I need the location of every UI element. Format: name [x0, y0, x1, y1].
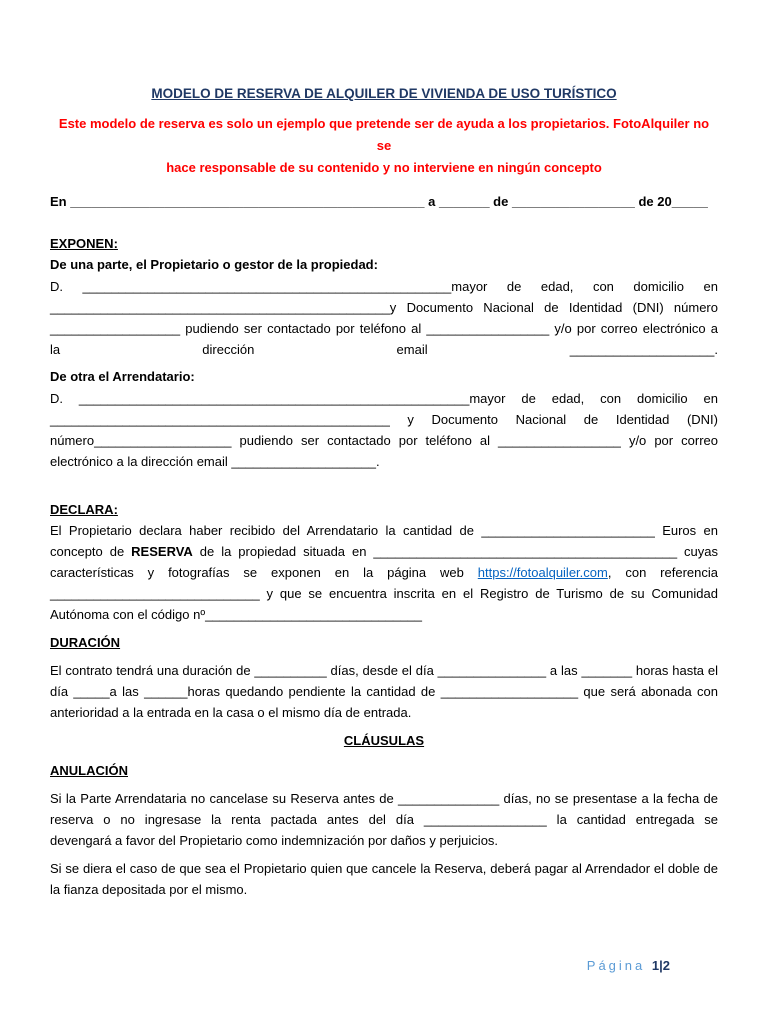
- tenant-line-3: número___________________ pudiendo ser contactado por teléfono al _________________ y/o por correo: [50, 433, 718, 448]
- duracion-line-1: El contrato tendrá una duración de __________ días, desde el día _______________ a las _______ horas hasta el: [50, 663, 718, 678]
- tenant-line-2: _______________________________________________ y Documento Nacional de Identidad (DNI): [50, 412, 718, 427]
- declara-heading: DECLARA:: [50, 502, 118, 517]
- disclaimer: [50, 113, 718, 179]
- declara-line-1: El Propietario declara haber recibido del Arrendatario la cantidad de ________________________ Euros en: [50, 523, 718, 538]
- anulacion-line-2: reserva o no ingresase la renta pactada antes del día _________________ la cantidad entregada se: [50, 812, 718, 827]
- owner-heading: De una parte, el Propietario o gestor de la propiedad:: [50, 257, 378, 272]
- tenant-line-4: electrónico a la dirección email ____________________.: [50, 454, 380, 469]
- tenant-paragraph: [50, 388, 718, 472]
- anulacion-p2-line-2: la fianza depositada por el mismo.: [50, 882, 248, 897]
- owner-line-3: __________________ pudiendo ser contactado por teléfono al _________________ y/o por correo electrónico a: [50, 321, 718, 336]
- place-date-line: En _________________________________________________ a _______ de _________________ de 20_____: [50, 194, 708, 209]
- disclaimer-line-2: hace responsable de su contenido y no interviene en ningún concepto: [166, 160, 602, 175]
- owner-line-2: _______________________________________________y Documento Nacional de Identidad (DNI) número: [50, 300, 718, 315]
- duracion-line-2: día _____a las ______horas quedando pendiente la cantidad de ___________________ que será abonada con: [50, 684, 718, 699]
- anulacion-paragraph-2: [50, 858, 718, 900]
- clausulas-heading: CLÁUSULAS: [343, 733, 425, 748]
- tenant-heading: De otra el Arrendatario:: [50, 369, 195, 384]
- duracion-heading: DURACIÓN: [50, 635, 121, 650]
- anulacion-line-1: Si la Parte Arrendataria no cancelase su Reserva antes de ______________ días, no se presentase a la fecha de: [50, 791, 718, 806]
- declara-line-4: _____________________________ y que se encuentra inscrita en el Registro de Turismo de su Comunidad: [50, 586, 718, 601]
- owner-paragraph: [50, 276, 718, 360]
- anulacion-heading: ANULACIÓN: [50, 763, 128, 778]
- document-title: MODELO DE RESERVA DE ALQUILER DE VIVIENDA DE USO TURÍSTICO: [151, 86, 617, 101]
- page-separator: |: [659, 958, 663, 973]
- page-footer: [587, 958, 670, 973]
- owner-line-1: D. ___________________________________________________mayor de edad, con domicilio en: [50, 279, 718, 294]
- anulacion-line-3: devengará a favor del Propietario como indemnización por daños y perjuicios.: [50, 833, 499, 848]
- fotoalquiler-link[interactable]: https://fotoalquiler.com: [477, 565, 608, 580]
- tenant-line-1: D. ______________________________________________________mayor de edad, con domicilio en: [50, 391, 718, 406]
- duracion-line-3: anterioridad a la entrada en la casa o el mismo día de entrada.: [50, 705, 412, 720]
- declara-paragraph: [50, 520, 718, 625]
- duracion-paragraph: [50, 660, 718, 723]
- page-number: 1: [651, 958, 660, 973]
- exponen-heading: EXPONEN:: [50, 236, 118, 251]
- anulacion-paragraph-1: [50, 788, 718, 851]
- disclaimer-line-1: Este modelo de reserva es solo un ejemplo que pretende ser de ayuda a los propietarios. FotoAlquiler no se: [58, 116, 710, 153]
- reserva-keyword: RESERVA: [131, 544, 193, 559]
- anulacion-p2-line-1: Si se diera el caso de que sea el Propietario quien que cancele la Reserva, deberá pagar al Arrendador el doble de: [50, 861, 718, 876]
- page-total: 2: [662, 958, 670, 973]
- declara-line-3: características y fotografías se exponen en la página web https://fotoalquiler.com, con referencia: [50, 565, 718, 580]
- declara-line-5: Autónoma con el código nº______________________________: [50, 607, 422, 622]
- owner-line-4: la dirección email ____________________.: [50, 342, 718, 357]
- page-label: Página: [586, 958, 646, 973]
- declara-line-2: concepto de RESERVA de la propiedad situada en __________________________________________ cuyas: [50, 544, 719, 559]
